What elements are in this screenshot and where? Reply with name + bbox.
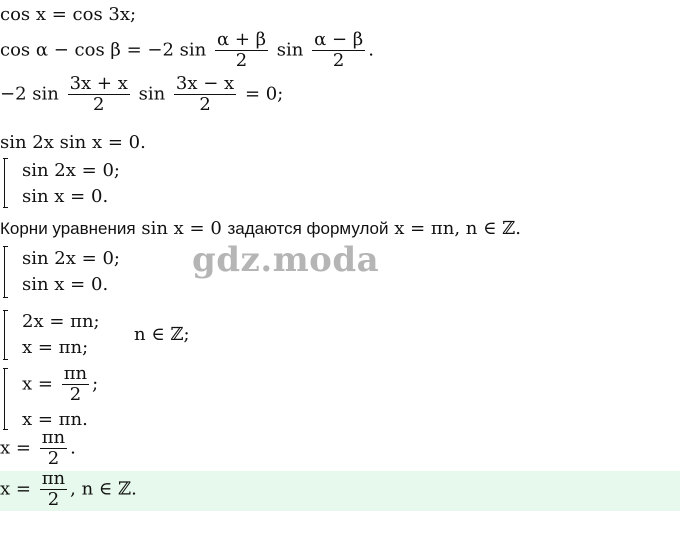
system-2-row-1: sin 2x = 0; xyxy=(22,248,120,269)
system-3-row-2: x = πn; xyxy=(22,337,89,358)
watermark: gdz.moda xyxy=(192,240,380,280)
fraction: $\frac{\pi n}{2}$ xyxy=(63,363,88,405)
fraction: $\frac{\pi n}{2}$ xyxy=(41,468,66,510)
fraction: $\frac{\alpha - \beta}{2}$ xyxy=(314,29,364,71)
result-line: x = $\frac{\pi n}{2}$ . xyxy=(0,427,76,469)
equation-line-2: cos α − cos β = −2 sin $\frac{\alpha + \beta}{2}$ sin $\frac{\alpha - \beta}{2}$ . xyxy=(0,29,374,71)
system-1-row-1: sin 2x = 0; xyxy=(22,160,120,181)
fraction: $\frac{3x - x}{2}$ xyxy=(175,73,235,115)
fraction: $\frac{\pi n}{2}$ xyxy=(41,427,66,469)
system-bracket xyxy=(4,246,11,298)
system-4-row-2: x = πn. xyxy=(22,409,88,430)
system-bracket xyxy=(4,310,11,360)
system-3-condition: n ∈ ℤ; xyxy=(134,324,190,345)
fraction: $\frac{\alpha + \beta}{2}$ xyxy=(216,29,267,71)
system-bracket xyxy=(4,158,11,208)
equation-line-1: cos x = cos 3x; xyxy=(0,4,137,25)
system-3-row-1: 2x = πn; xyxy=(22,311,100,332)
system-2-row-2: sin x = 0. xyxy=(22,274,109,295)
system-4-row-1: x = $\frac{\pi n}{2}$ ; xyxy=(22,363,99,405)
system-bracket xyxy=(4,368,11,430)
answer-line: x = $\frac{\pi n}{2}$ , n ∈ ℤ. xyxy=(0,468,137,510)
equation-line-4: sin 2x sin x = 0. xyxy=(0,132,146,153)
equation-line-3: −2 sin $\frac{3x + x}{2}$ sin $\frac{3x - x}{2}$ = 0; xyxy=(0,73,284,115)
explanation-text: Корни уравнения sin x = 0 задаются формулой x = πn, n ∈ ℤ. xyxy=(0,218,522,239)
system-1-row-2: sin x = 0. xyxy=(22,186,109,207)
fraction: $\frac{3x + x}{2}$ xyxy=(69,73,128,115)
